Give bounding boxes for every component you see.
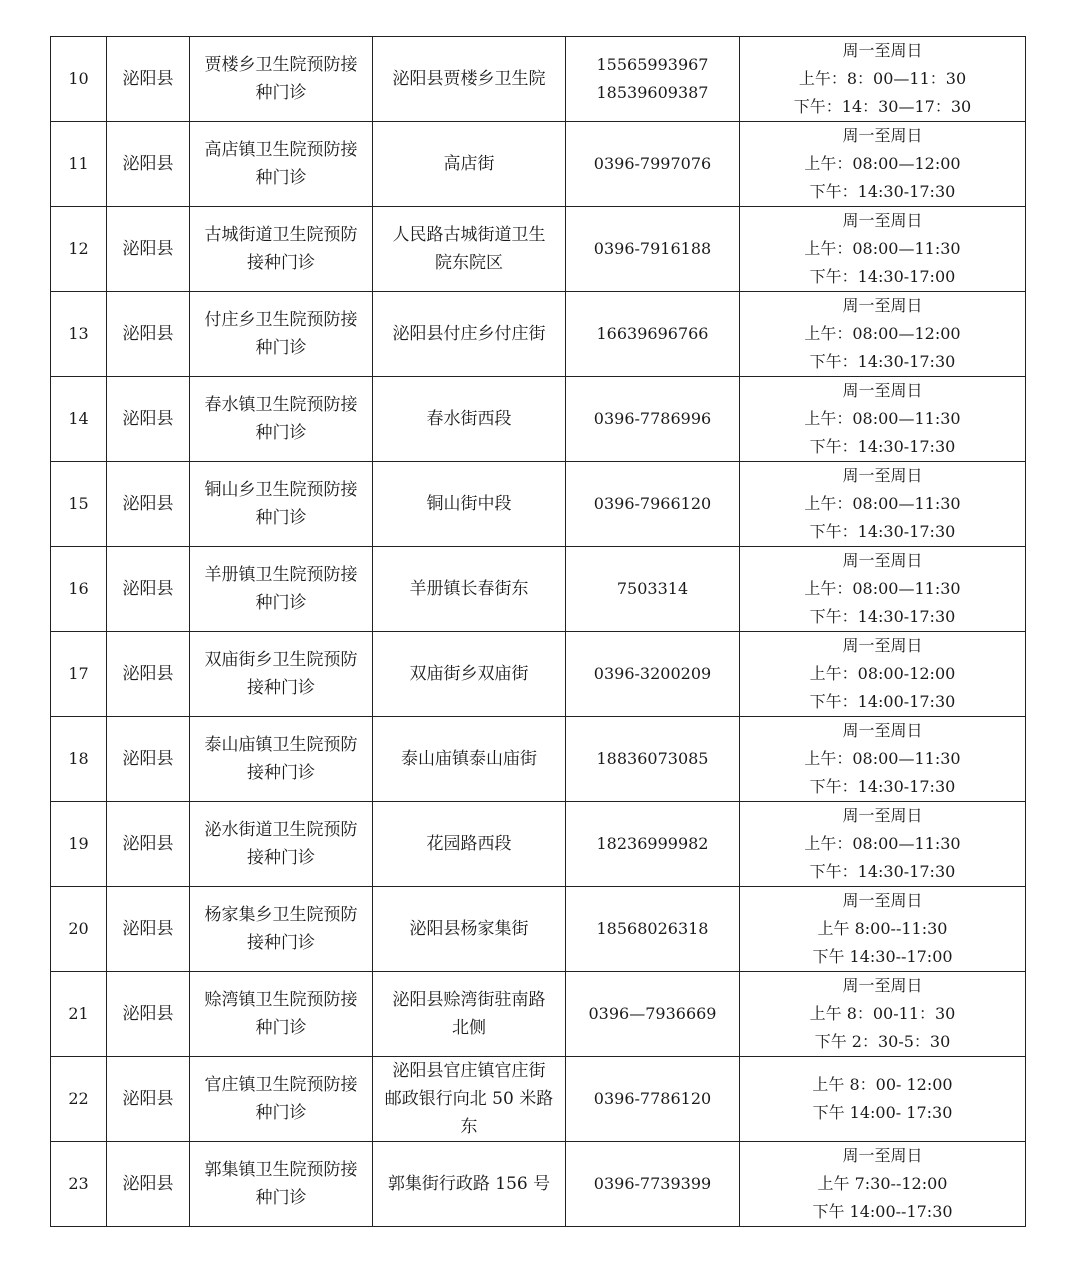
county-cell [107, 292, 190, 377]
clinic-name [196, 901, 366, 957]
phone-number: 0396—7936669 [588, 1004, 717, 1023]
county-name: 泌阳县 [122, 919, 174, 939]
clinic-name-line: 古城街道卫生院预防 [204, 225, 358, 245]
hours-cell [740, 1057, 1026, 1142]
address-line: 东 [460, 1117, 478, 1137]
hours-line: 周一至周日 [842, 976, 923, 995]
phone-number: 0396-7739399 [593, 1174, 712, 1193]
row-number: 11 [68, 154, 89, 173]
row-number-cell [51, 377, 107, 462]
phone-number: 18836073085 [596, 749, 709, 768]
row-number: 15 [68, 494, 89, 513]
clinic-name-cell [190, 1057, 373, 1142]
address-cell [373, 972, 566, 1057]
phone-cell [566, 802, 740, 887]
hours-line: 下午：14:30-17:30 [809, 437, 956, 456]
hours-line: 上午：8：00—11：30 [798, 69, 967, 88]
phone-number: 7503314 [616, 579, 689, 598]
address-line: 院东院区 [435, 253, 503, 273]
county-cell [107, 37, 190, 122]
address-line: 春水街西段 [426, 409, 512, 429]
clinic-name [196, 731, 366, 787]
address-cell [373, 887, 566, 972]
clinic-name-line: 接种门诊 [247, 253, 315, 273]
hours-line: 下午：14:30-17:00 [809, 267, 956, 286]
phone-number: 0396-3200209 [593, 664, 712, 683]
row-number: 19 [68, 834, 89, 853]
hours-line: 上午：08:00—11:30 [804, 409, 961, 428]
row-number-cell [51, 37, 107, 122]
county-name: 泌阳县 [122, 1004, 174, 1024]
address-cell [373, 802, 566, 887]
hours-cell [740, 547, 1026, 632]
clinic-name [196, 986, 366, 1042]
row-number-cell [51, 462, 107, 547]
county-name: 泌阳县 [122, 239, 174, 259]
clinic-name-cell [190, 547, 373, 632]
phone-number: 0396-7786996 [593, 409, 712, 428]
clinic-name-line: 接种门诊 [247, 678, 315, 698]
clinic-name-line: 春水镇卫生院预防接 [204, 395, 358, 415]
hours-cell [740, 887, 1026, 972]
clinic-name-line: 高店镇卫生院预防接 [204, 140, 358, 160]
hours-line: 下午 2：30-5：30 [814, 1032, 951, 1051]
address-line: 泰山庙镇泰山庙街 [401, 749, 537, 769]
address-line: 邮政银行向北 50 米路 [384, 1089, 554, 1109]
hours-line: 周一至周日 [842, 891, 923, 910]
address-line: 人民路古城街道卫生 [392, 225, 546, 245]
clinic-name [196, 391, 366, 447]
row-number: 20 [68, 919, 89, 938]
clinic-name [196, 221, 366, 277]
phone-cell [566, 37, 740, 122]
clinic-name [196, 646, 366, 702]
row-number-cell [51, 972, 107, 1057]
address-line: 泌阳县杨家集街 [409, 919, 529, 939]
clinic-name-line: 赊湾镇卫生院预防接 [204, 990, 358, 1010]
hours-line: 上午：08:00—12:00 [804, 324, 961, 343]
row-number: 12 [68, 239, 89, 258]
county-name: 泌阳县 [122, 324, 174, 344]
address-cell [373, 1057, 566, 1142]
county-name: 泌阳县 [122, 664, 174, 684]
table-row [51, 1057, 1026, 1142]
county-cell [107, 207, 190, 292]
hours-line: 上午：08:00-12:00 [809, 664, 956, 683]
table-row [51, 377, 1026, 462]
phone-cell [566, 377, 740, 462]
clinic-name-line: 种门诊 [255, 1018, 307, 1038]
row-number-cell [51, 632, 107, 717]
address-cell [373, 377, 566, 462]
hours-line: 下午：14:30-17:30 [809, 777, 956, 796]
clinic-name-line: 接种门诊 [247, 763, 315, 783]
clinic-name-cell [190, 1142, 373, 1227]
hours-cell [740, 462, 1026, 547]
phone-cell [566, 292, 740, 377]
clinic-name-cell [190, 292, 373, 377]
hours-line: 下午 14:00- 17:30 [812, 1103, 953, 1122]
hours-line: 周一至周日 [842, 41, 923, 60]
row-number-cell [51, 207, 107, 292]
row-number-cell [51, 717, 107, 802]
county-cell [107, 632, 190, 717]
hours-line: 周一至周日 [842, 636, 923, 655]
hours-line: 周一至周日 [842, 551, 923, 570]
hours-cell [740, 717, 1026, 802]
hours-line: 周一至周日 [842, 806, 923, 825]
address-cell [373, 462, 566, 547]
clinic-name-line: 种门诊 [255, 168, 307, 188]
county-name: 泌阳县 [122, 579, 174, 599]
hours-line: 下午：14：30—17：30 [793, 97, 972, 116]
clinic-name-line: 铜山乡卫生院预防接 [204, 480, 358, 500]
clinic-table [50, 36, 1026, 1227]
clinic-name-cell [190, 377, 373, 462]
clinic-name-line: 杨家集乡卫生院预防 [204, 905, 358, 925]
row-number-cell [51, 887, 107, 972]
clinic-name-cell [190, 122, 373, 207]
phone-cell [566, 207, 740, 292]
clinic-name [196, 561, 366, 617]
county-cell [107, 717, 190, 802]
hours-line: 上午：08:00—11:30 [804, 494, 961, 513]
row-number: 16 [68, 579, 89, 598]
row-number-cell [51, 1142, 107, 1227]
row-number: 21 [68, 1004, 89, 1023]
row-number: 18 [68, 749, 89, 768]
clinic-name-line: 种门诊 [255, 508, 307, 528]
row-number: 23 [68, 1174, 89, 1193]
address-cell [373, 292, 566, 377]
table-row [51, 717, 1026, 802]
address-cell [373, 547, 566, 632]
hours-line: 下午：14:30-17:30 [809, 607, 956, 626]
county-cell [107, 122, 190, 207]
county-name: 泌阳县 [122, 409, 174, 429]
row-number: 14 [68, 409, 89, 428]
address-line: 铜山街中段 [426, 494, 512, 514]
county-name: 泌阳县 [122, 69, 174, 89]
hours-line: 下午：14:00-17:30 [809, 692, 956, 711]
table-row [51, 37, 1026, 122]
table-row [51, 207, 1026, 292]
row-number-cell [51, 802, 107, 887]
clinic-name-cell [190, 37, 373, 122]
hours-line: 上午 8:00--11:30 [817, 919, 948, 938]
clinic-name-cell [190, 887, 373, 972]
clinic-name-line: 官庄镇卫生院预防接 [204, 1075, 358, 1095]
table-row [51, 547, 1026, 632]
county-cell [107, 972, 190, 1057]
table-row [51, 972, 1026, 1057]
county-name: 泌阳县 [122, 154, 174, 174]
row-number-cell [51, 1057, 107, 1142]
hours-cell [740, 292, 1026, 377]
address-line: 泌阳县贾楼乡卫生院 [392, 69, 546, 89]
hours-line: 周一至周日 [842, 381, 923, 400]
hours-line: 下午：14:30-17:30 [809, 182, 956, 201]
hours-line: 周一至周日 [842, 126, 923, 145]
address-cell [373, 37, 566, 122]
hours-line: 周一至周日 [842, 466, 923, 485]
hours-cell [740, 802, 1026, 887]
clinic-name-cell [190, 207, 373, 292]
hours-line: 周一至周日 [842, 296, 923, 315]
row-number: 22 [68, 1089, 89, 1108]
table-row [51, 292, 1026, 377]
address-line: 郭集街行政路 156 号 [387, 1174, 551, 1194]
clinic-name [196, 1071, 366, 1127]
phone-number: 16639696766 [596, 324, 709, 343]
hours-cell [740, 207, 1026, 292]
hours-line: 上午：08:00—11:30 [804, 834, 961, 853]
address-line: 高店街 [443, 154, 495, 174]
county-cell [107, 462, 190, 547]
clinic-name-cell [190, 717, 373, 802]
hours-cell [740, 1142, 1026, 1227]
county-cell [107, 1057, 190, 1142]
hours-line: 下午 14:00--17:30 [812, 1202, 953, 1221]
phone-number: 18236999982 [596, 834, 709, 853]
phone-cell [566, 462, 740, 547]
hours-line: 上午 8：00-11：30 [809, 1004, 956, 1023]
hours-line: 下午：14:30-17:30 [809, 862, 956, 881]
phone-cell [566, 632, 740, 717]
phone-number: 18539609387 [596, 83, 709, 102]
table-row [51, 122, 1026, 207]
clinic-name-line: 付庄乡卫生院预防接 [204, 310, 358, 330]
hours-line: 下午：14:30-17:30 [809, 522, 956, 541]
clinic-name-line: 接种门诊 [247, 848, 315, 868]
hours-cell [740, 37, 1026, 122]
clinic-name-line: 双庙街乡卫生院预防 [204, 650, 358, 670]
table-row [51, 462, 1026, 547]
clinic-name [196, 51, 366, 107]
address-line: 羊册镇长春街东 [409, 579, 529, 599]
county-name: 泌阳县 [122, 1089, 174, 1109]
hours-line: 上午 8：00- 12:00 [812, 1075, 953, 1094]
phone-number: 0396-7786120 [593, 1089, 712, 1108]
county-cell [107, 377, 190, 462]
address-line: 双庙街乡双庙街 [409, 664, 529, 684]
clinic-name-line: 接种门诊 [247, 933, 315, 953]
clinic-name-line: 种门诊 [255, 593, 307, 613]
county-cell [107, 1142, 190, 1227]
county-name: 泌阳县 [122, 1174, 174, 1194]
address-line: 泌阳县赊湾街驻南路 [392, 990, 546, 1010]
address-cell [373, 632, 566, 717]
clinic-name [196, 136, 366, 192]
hours-line: 下午：14:30-17:30 [809, 352, 956, 371]
table-row [51, 1142, 1026, 1227]
county-name: 泌阳县 [122, 834, 174, 854]
phone-number: 15565993967 [596, 55, 709, 74]
hours-line: 上午：08:00—11:30 [804, 579, 961, 598]
table-row [51, 802, 1026, 887]
table-row [51, 887, 1026, 972]
hours-line: 周一至周日 [842, 211, 923, 230]
hours-line: 周一至周日 [842, 1146, 923, 1165]
hours-cell [740, 632, 1026, 717]
clinic-name-line: 种门诊 [255, 1188, 307, 1208]
phone-cell [566, 122, 740, 207]
clinic-name [196, 816, 366, 872]
clinic-name-line: 泌水街道卫生院预防 [204, 820, 358, 840]
clinic-name-line: 羊册镇卫生院预防接 [204, 565, 358, 585]
address-cell [373, 717, 566, 802]
phone-number: 0396-7916188 [593, 239, 712, 258]
clinic-name-line: 种门诊 [255, 338, 307, 358]
hours-line: 周一至周日 [842, 721, 923, 740]
clinic-name-line: 贾楼乡卫生院预防接 [204, 55, 358, 75]
clinic-name-cell [190, 972, 373, 1057]
phone-cell [566, 887, 740, 972]
clinic-name-line: 郭集镇卫生院预防接 [204, 1160, 358, 1180]
row-number: 13 [68, 324, 89, 343]
phone-number: 18568026318 [596, 919, 709, 938]
address-cell [373, 122, 566, 207]
phone-cell [566, 1057, 740, 1142]
row-number-cell [51, 122, 107, 207]
phone-cell [566, 972, 740, 1057]
county-cell [107, 547, 190, 632]
clinic-name [196, 306, 366, 362]
address-line: 泌阳县官庄镇官庄街 [392, 1061, 546, 1081]
hours-cell [740, 122, 1026, 207]
county-name: 泌阳县 [122, 749, 174, 769]
row-number: 17 [68, 664, 89, 683]
clinic-name-line: 种门诊 [255, 83, 307, 103]
clinic-name [196, 476, 366, 532]
clinic-name-cell [190, 462, 373, 547]
row-number: 10 [68, 69, 89, 88]
address-line: 花园路西段 [426, 834, 512, 854]
row-number-cell [51, 292, 107, 377]
hours-line: 上午：08:00—11:30 [804, 749, 961, 768]
clinic-name-line: 泰山庙镇卫生院预防 [204, 735, 358, 755]
address-line: 北侧 [452, 1018, 486, 1038]
phone-number: 0396-7997076 [593, 154, 712, 173]
address-line: 泌阳县付庄乡付庄街 [392, 324, 546, 344]
address-cell [373, 207, 566, 292]
address-cell [373, 1142, 566, 1227]
clinic-table-body [51, 37, 1026, 1227]
hours-line: 上午 7:30--12:00 [817, 1174, 948, 1193]
hours-cell [740, 972, 1026, 1057]
county-cell [107, 802, 190, 887]
hours-line: 上午：08:00—11:30 [804, 239, 961, 258]
clinic-name-line: 种门诊 [255, 423, 307, 443]
phone-cell [566, 717, 740, 802]
phone-cell [566, 547, 740, 632]
table-row [51, 632, 1026, 717]
clinic-name-line: 种门诊 [255, 1103, 307, 1123]
hours-line: 下午 14:30--17:00 [812, 947, 953, 966]
clinic-name-cell [190, 632, 373, 717]
hours-cell [740, 377, 1026, 462]
phone-number: 0396-7966120 [593, 494, 712, 513]
county-cell [107, 887, 190, 972]
hours-line: 上午：08:00—12:00 [804, 154, 961, 173]
county-name: 泌阳县 [122, 494, 174, 514]
clinic-name-cell [190, 802, 373, 887]
phone-cell [566, 1142, 740, 1227]
clinic-name [196, 1156, 366, 1212]
row-number-cell [51, 547, 107, 632]
